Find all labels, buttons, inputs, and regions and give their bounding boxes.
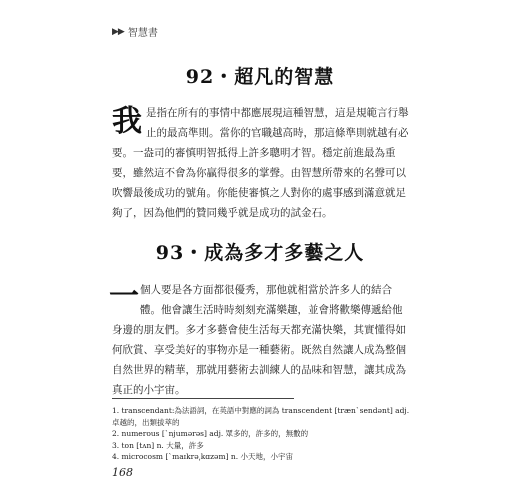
section-title-92: 92・超凡的智慧 <box>185 66 335 88</box>
footnote-item: 3. ton [tʌn] n. 大量，許多 <box>112 440 204 450</box>
footnote-divider <box>112 398 294 399</box>
footnote-item: 2. numerous [`njumərəs] adj. 眾多的，許多的，無數的 <box>112 429 309 438</box>
book-title: 智慧書 <box>127 28 158 39</box>
paragraph-text: 是指在所有的事情中都應展現這種智慧，這是規範言行舉止的最高準則。當你的官職越高時，那這條準則就越有必要。一盎司的審慎明智抵得上許多聰明才智。穩定前進最為重要，雖然這不會為你贏得很多的掌聲。由智慧所帶來的名聲可以吹響最後成功的號角。你能使審慎之人對你的處事感到滿意就足夠了，因為他們的贊同幾乎就是成功的試金石。 <box>112 107 409 219</box>
page-number: 168 <box>112 466 133 479</box>
section-title-93: 93・成為多才多藝之人 <box>155 242 365 264</box>
section-paragraph-93 <box>109 279 412 400</box>
footnote-item: 1. transcendant:為法語詞，在英語中對應的詞為 transcendent [træn`sendənt] adj. 卓越的，出類拔萃的 <box>112 406 410 427</box>
drop-cap: 一 <box>109 279 139 314</box>
paragraph-text: 個人要是各方面都很優秀，那他就相當於許多人的結合體。他會讓生活時時刻刻充滿樂趣，並會將歡樂傳遞給他身邊的朋友們。多才多藝會使生活每天都充滿快樂，其實懂得如何欣賞、享受美好的事物亦是一種藝術。 <box>112 284 406 356</box>
running-header <box>112 24 158 39</box>
paragraph-text-sans: 既然自然讓人成為整個自然世界的精華，那就用藝術去訓練人的品味和智慧，讓其成為真正的小宇宙。 <box>112 344 406 396</box>
footnote-item: 4. microcosm [`maɪkrə͵kɑzəm] n. 小天地，小宇宙 <box>112 452 293 461</box>
footnotes <box>112 405 412 463</box>
section-paragraph-92 <box>112 103 412 223</box>
double-arrow-icon: ▶▶ <box>112 26 124 37</box>
drop-cap: 我 <box>112 104 142 139</box>
